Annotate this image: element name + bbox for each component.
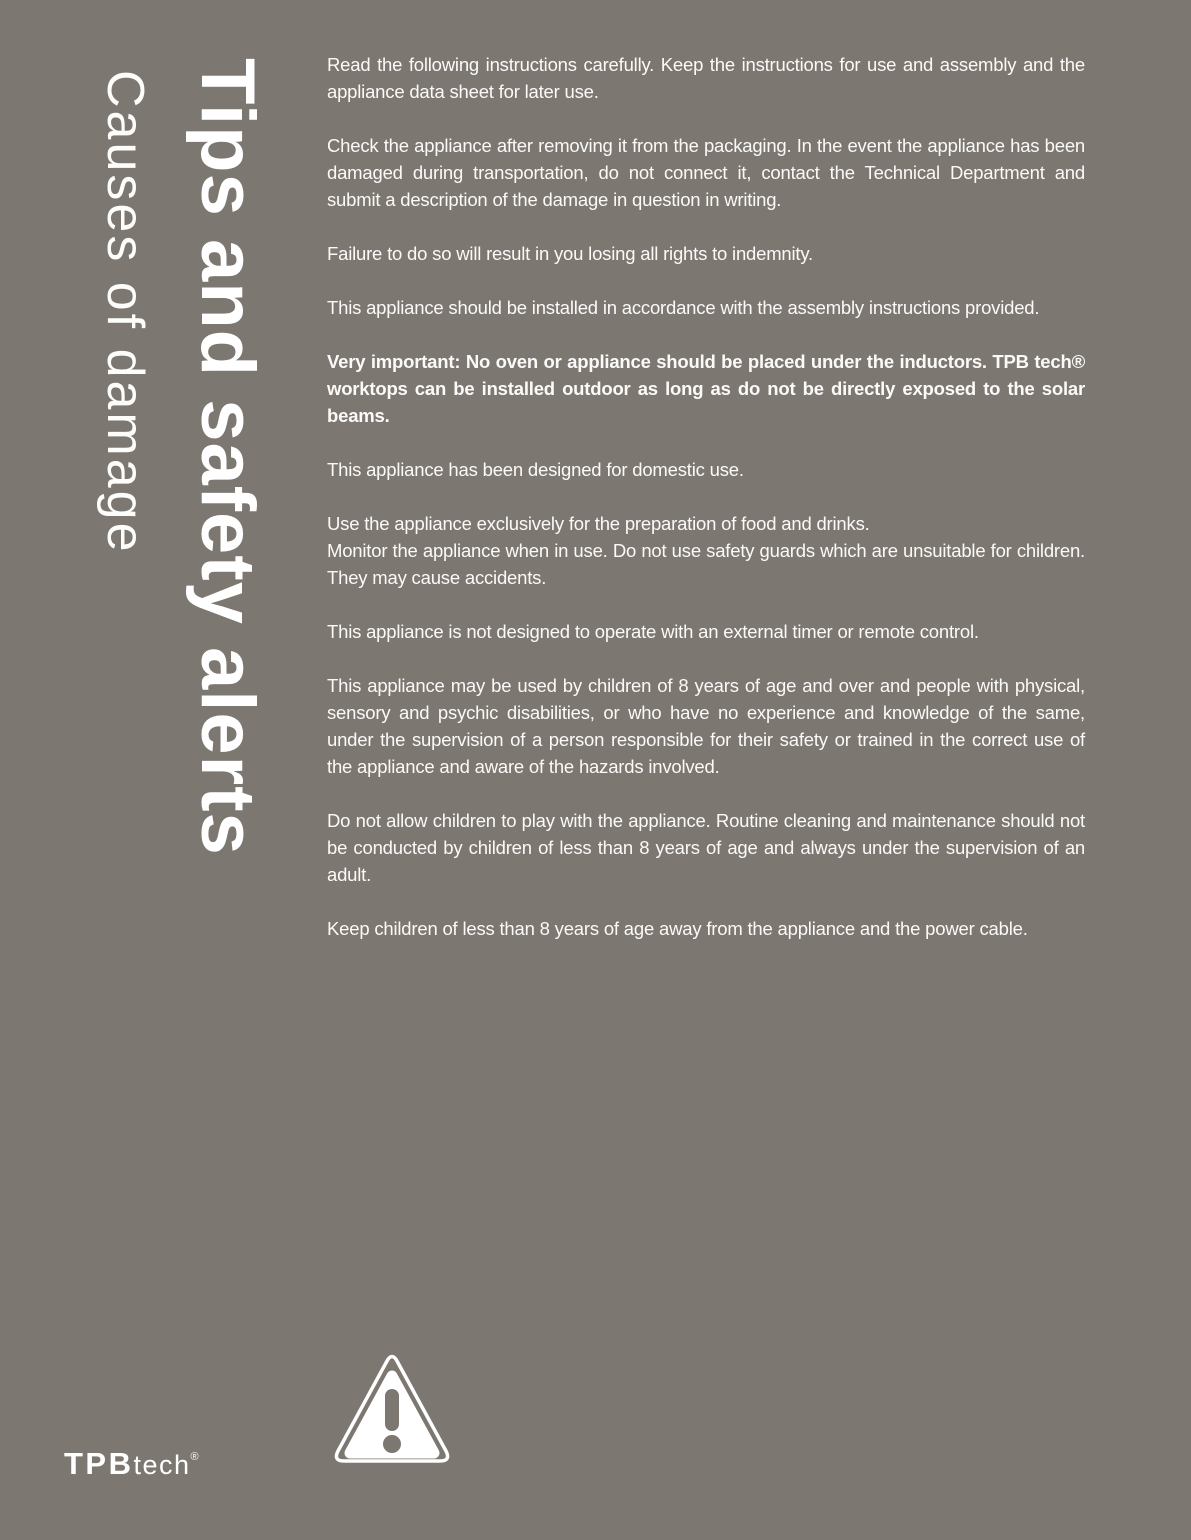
paragraph: This appliance is not designed to operate with an external timer or remote control. [327,621,979,642]
logo-suffix-text: tech [133,1450,191,1480]
paragraph: This appliance has been designed for domestic use. [327,459,744,480]
page-title-tips-and-safety-alerts: Tips and safety alerts [184,58,270,856]
tpb-tech-logo [64,1446,199,1482]
paragraph: Check the appliance after removing it from the packaging. In the event the appliance has been damaged during transportation, do not connect it, contact the Technical Department and submit a description of the damage in question in writing. [327,135,1085,210]
warning-triangle-icon [324,1344,461,1480]
body-text [327,51,1085,969]
registered-trademark-symbol: ® [190,1451,199,1463]
paragraph: Monitor the appliance when in use. Do not use safety guards which are unsuitable for children. They may cause accidents. [327,540,1085,588]
paragraph: Failure to do so will result in you losing all rights to indemnity. [327,243,813,264]
paragraph: This appliance may be used by children of 8 years of age and over and people with physical, sensory and psychic disabilities, or who have no experience and knowledge of the same, under the supervision of a person responsible for their safety or trained in the correct use of the appliance and aware of the hazards involved. [327,675,1085,777]
paragraph: This appliance should be installed in accordance with the assembly instructions provided. [327,297,1040,318]
page-subtitle-causes-of-damage: Causes of damage [96,70,155,555]
paragraph: Use the appliance exclusively for the preparation of food and drinks. [327,513,870,534]
paragraph-important-notice: Very important: No oven or appliance should be placed under the inductors. TPB tech® worktops can be installed outdoor as long as do not be directly exposed to the solar beams. [327,351,1085,426]
paragraph: Keep children of less than 8 years of age away from the appliance and the power cable. [327,918,1028,939]
paragraph: Do not allow children to play with the appliance. Routine cleaning and maintenance should not be conducted by children of less than 8 years of age and always under the supervision of an adult. [327,810,1085,885]
logo-brand-text: TPB [64,1446,134,1481]
paragraph: Read the following instructions carefully. Keep the instructions for use and assembly and the appliance data sheet for later use. [327,54,1085,102]
